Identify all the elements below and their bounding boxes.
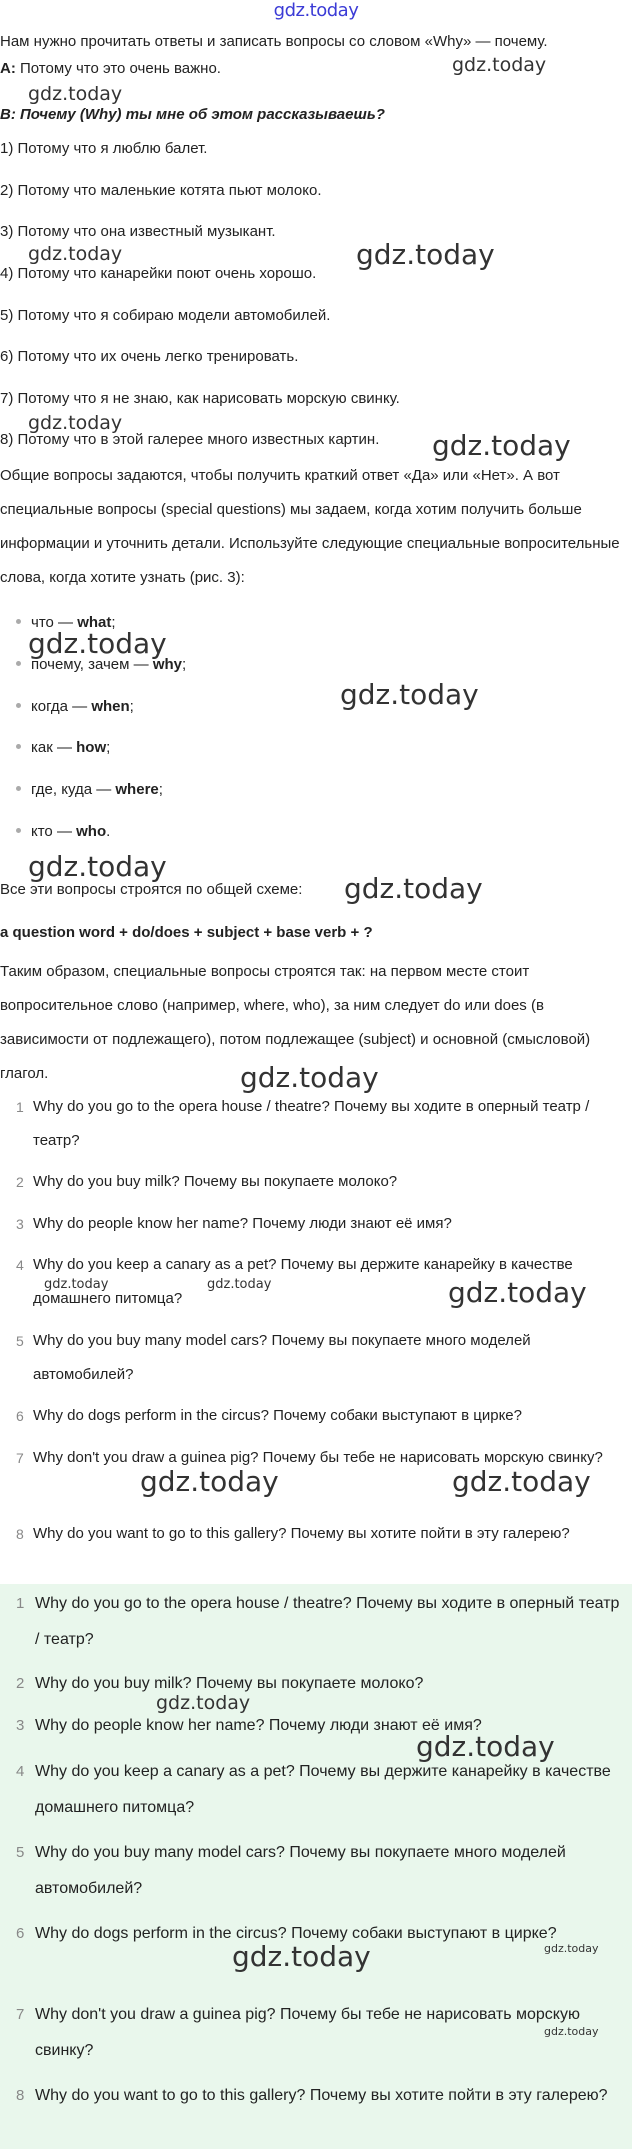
question-text: Why do you keep a canary as a pet? Почему вы держите канарейку в качестве домашнего питомца?: [33, 1256, 573, 1307]
site-logo[interactable]: gdz.today: [273, 0, 359, 21]
question-text: Why do you go to the opera house / theatre? Почему вы ходите в оперный театр / театр?: [35, 1595, 620, 1648]
answer-item: 1) Потому что я люблю балет.: [0, 140, 208, 157]
answer-item: 3) Потому что она известный музыкант.: [0, 223, 276, 240]
answer-item: 8) Потому что в этой галерее много известных картин.: [0, 431, 380, 448]
question-number: 6: [16, 1408, 24, 1424]
question-number: 3: [16, 1717, 25, 1734]
watermark: gdz.today: [156, 1692, 251, 1714]
watermark: gdz.today: [344, 872, 483, 905]
answer-item: 6) Потому что их очень легко тренировать.: [0, 348, 299, 365]
answer-item: 7) Потому что я не знаю, как нарисовать морскую свинку.: [0, 390, 400, 407]
question-number: 4: [16, 1763, 25, 1780]
question-word-item: что — what;: [16, 612, 116, 634]
question-text: Why do you go to the opera house / theatre? Почему вы ходите в оперный театр / театр?: [33, 1098, 590, 1149]
bullet-dot: [16, 661, 21, 666]
rule-paragraph: Общие вопросы задаются, чтобы получить краткий ответ «Да» или «Нет». А вот специальные вопросы (special questions) мы задаем, когда хотим получить больше информации и уточнить детали. Используйте следующие специальные вопросительные слова, когда хотите узнать (рис. 3):: [0, 467, 620, 586]
example-a-label: A:: [0, 60, 16, 77]
watermark: gdz.today: [356, 238, 495, 271]
watermark: gdz.today: [207, 1277, 272, 1292]
bullet-dot: [16, 786, 21, 791]
question-text: Why do you buy many model cars? Почему вы покупаете много моделей автомобилей?: [35, 1844, 566, 1897]
watermark: gdz.today: [544, 1942, 599, 1955]
question-number: 2: [16, 1174, 24, 1190]
watermark: gdz.today: [140, 1465, 279, 1498]
example-a-text: Потому что это очень важно.: [20, 60, 221, 77]
watermark: gdz.today: [448, 1276, 587, 1309]
watermark: gdz.today: [452, 1465, 591, 1498]
question-text: Why do you buy many model cars? Почему вы покупаете много моделей автомобилей?: [33, 1332, 531, 1383]
question-text: Why do people know her name? Почему люди знают её имя?: [35, 1717, 482, 1734]
question-number: 6: [16, 1925, 25, 1942]
question-number: 1: [16, 1595, 25, 1612]
watermark: gdz.today: [44, 1277, 109, 1292]
answer-item: 4) Потому что канарейки поют очень хорошо.: [0, 265, 317, 282]
watermark: gdz.today: [432, 429, 571, 462]
question-number: 5: [16, 1333, 24, 1349]
question-text: Why do people know her name? Почему люди знают её имя?: [33, 1215, 452, 1232]
watermark: gdz.today: [28, 850, 167, 883]
question-number: 1: [16, 1099, 24, 1115]
question-number: 4: [16, 1257, 24, 1273]
question-number: 2: [16, 1675, 25, 1692]
question-text: Why don't you draw a guinea pig? Почему бы тебе не нарисовать морскую свинку?: [35, 2006, 580, 2059]
answer-item: 5) Потому что я собираю модели автомобилей.: [0, 307, 331, 324]
bullet-dot: [16, 619, 21, 624]
question-word-item: почему, зачем — why;: [16, 654, 186, 676]
example-question: [0, 104, 385, 126]
question-word-item: кто — who.: [16, 821, 110, 843]
bullet-dot: [16, 703, 21, 708]
bullet-dot: [16, 828, 21, 833]
question-word-item: когда — when;: [16, 696, 134, 718]
watermark: gdz.today: [28, 83, 123, 105]
watermark: gdz.today: [544, 2025, 599, 2038]
bullet-dot: [16, 744, 21, 749]
watermark: gdz.today: [340, 678, 479, 711]
explanation-paragraph: Таким образом, специальные вопросы строятся так: на первом месте стоит вопросительное слово (например, where, who), за ним следует do или does (в зависимости от подлежащего), потом подлежащее (subject) и основной (смысловой) глагол.: [0, 963, 591, 1082]
watermark: gdz.today: [416, 1730, 555, 1763]
question-word-item: как — how;: [16, 737, 110, 759]
question-word-item: где, куда — where;: [16, 779, 163, 801]
question-text: Why do you buy milk? Почему вы покупаете молоко?: [33, 1173, 398, 1190]
watermark: gdz.today: [240, 1061, 379, 1094]
example-answer: [0, 58, 221, 80]
scheme-intro: Все эти вопросы строятся по общей схеме:: [0, 881, 303, 898]
question-text: Why don't you draw a guinea pig? Почему бы тебе не нарисовать морскую свинку?: [33, 1449, 603, 1466]
question-text: Why do you want to go to this gallery? Почему вы хотите пойти в эту галерею?: [35, 2087, 608, 2104]
question-text: Why do you keep a canary as a pet? Почему вы держите канарейку в качестве домашнего питомца?: [35, 1763, 611, 1816]
question-text: Why do you buy milk? Почему вы покупаете молоко?: [35, 1675, 424, 1692]
question-number: 7: [16, 2006, 25, 2023]
scheme-formula: a question word + do/does + subject + base verb + ?: [0, 924, 373, 941]
watermark: gdz.today: [452, 54, 547, 76]
question-number: 8: [16, 1526, 24, 1542]
example-b-text: Почему (Why) ты мне об этом рассказываешь?: [20, 106, 385, 123]
question-text: Why do dogs perform in the circus? Почему собаки выступают в цирке?: [33, 1407, 522, 1424]
watermark: gdz.today: [28, 412, 123, 434]
question-text: Why do dogs perform in the circus? Почему собаки выступают в цирке?: [35, 1925, 557, 1942]
example-b-label: B:: [0, 106, 16, 123]
watermark: gdz.today: [28, 243, 123, 265]
question-number: 5: [16, 1844, 25, 1861]
question-number: 7: [16, 1450, 24, 1466]
watermark: gdz.today: [28, 627, 167, 660]
watermark: gdz.today: [232, 1940, 371, 1973]
answer-item: 2) Потому что маленькие котята пьют молоко.: [0, 182, 322, 199]
intro-text: Нам нужно прочитать ответы и записать вопросы со словом «Why» — почему.: [0, 33, 548, 50]
question-number: 3: [16, 1216, 24, 1232]
question-text: Why do you want to go to this gallery? Почему вы хотите пойти в эту галерею?: [33, 1525, 570, 1542]
question-number: 8: [16, 2087, 25, 2104]
